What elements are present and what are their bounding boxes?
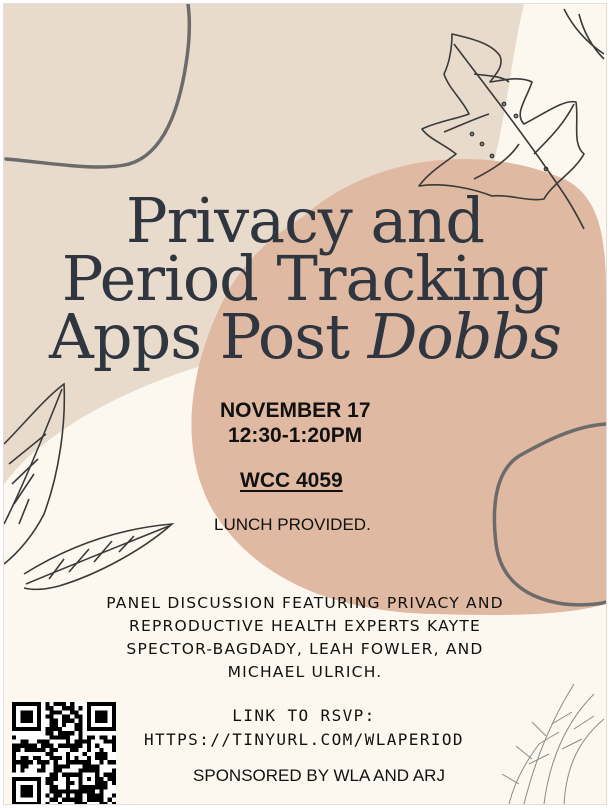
grass-decoration xyxy=(502,684,604,804)
title-line-3-italic: Dobbs xyxy=(367,300,561,373)
event-location: WCC 4059 xyxy=(240,469,343,492)
title-line-2: Period Tracking xyxy=(61,242,549,315)
rsvp-label: LINK TO RSVP: xyxy=(232,706,376,725)
lunch-note: LUNCH PROVIDED. xyxy=(214,515,371,534)
event-poster xyxy=(4,4,606,804)
title-line-1: Privacy and xyxy=(125,184,485,257)
panel-description xyxy=(44,592,566,684)
panel-line-4: MICHAEL ULRICH. xyxy=(227,663,383,681)
event-time: 12:30-1:20PM xyxy=(228,424,363,447)
panel-line-3: SPECTOR-BAGDADY, LEAH FOWLER, AND xyxy=(126,640,484,658)
event-date: NOVEMBER 17 xyxy=(220,399,371,422)
rsvp-link[interactable]: HTTPS://TINYURL.COM/WLAPERIOD xyxy=(144,730,464,749)
qr-code-icon[interactable] xyxy=(12,702,116,804)
title-line-3 xyxy=(4,300,606,373)
panel-line-2: REPRODUCTIVE HEALTH EXPERTS KAYTE xyxy=(129,617,481,635)
title-line-3-prefix: Apps Post xyxy=(49,300,368,373)
panel-line-1: PANEL DISCUSSION FEATURING PRIVACY AND xyxy=(106,594,504,612)
sponsor-text: SPONSORED BY WLA AND ARJ xyxy=(193,766,445,785)
